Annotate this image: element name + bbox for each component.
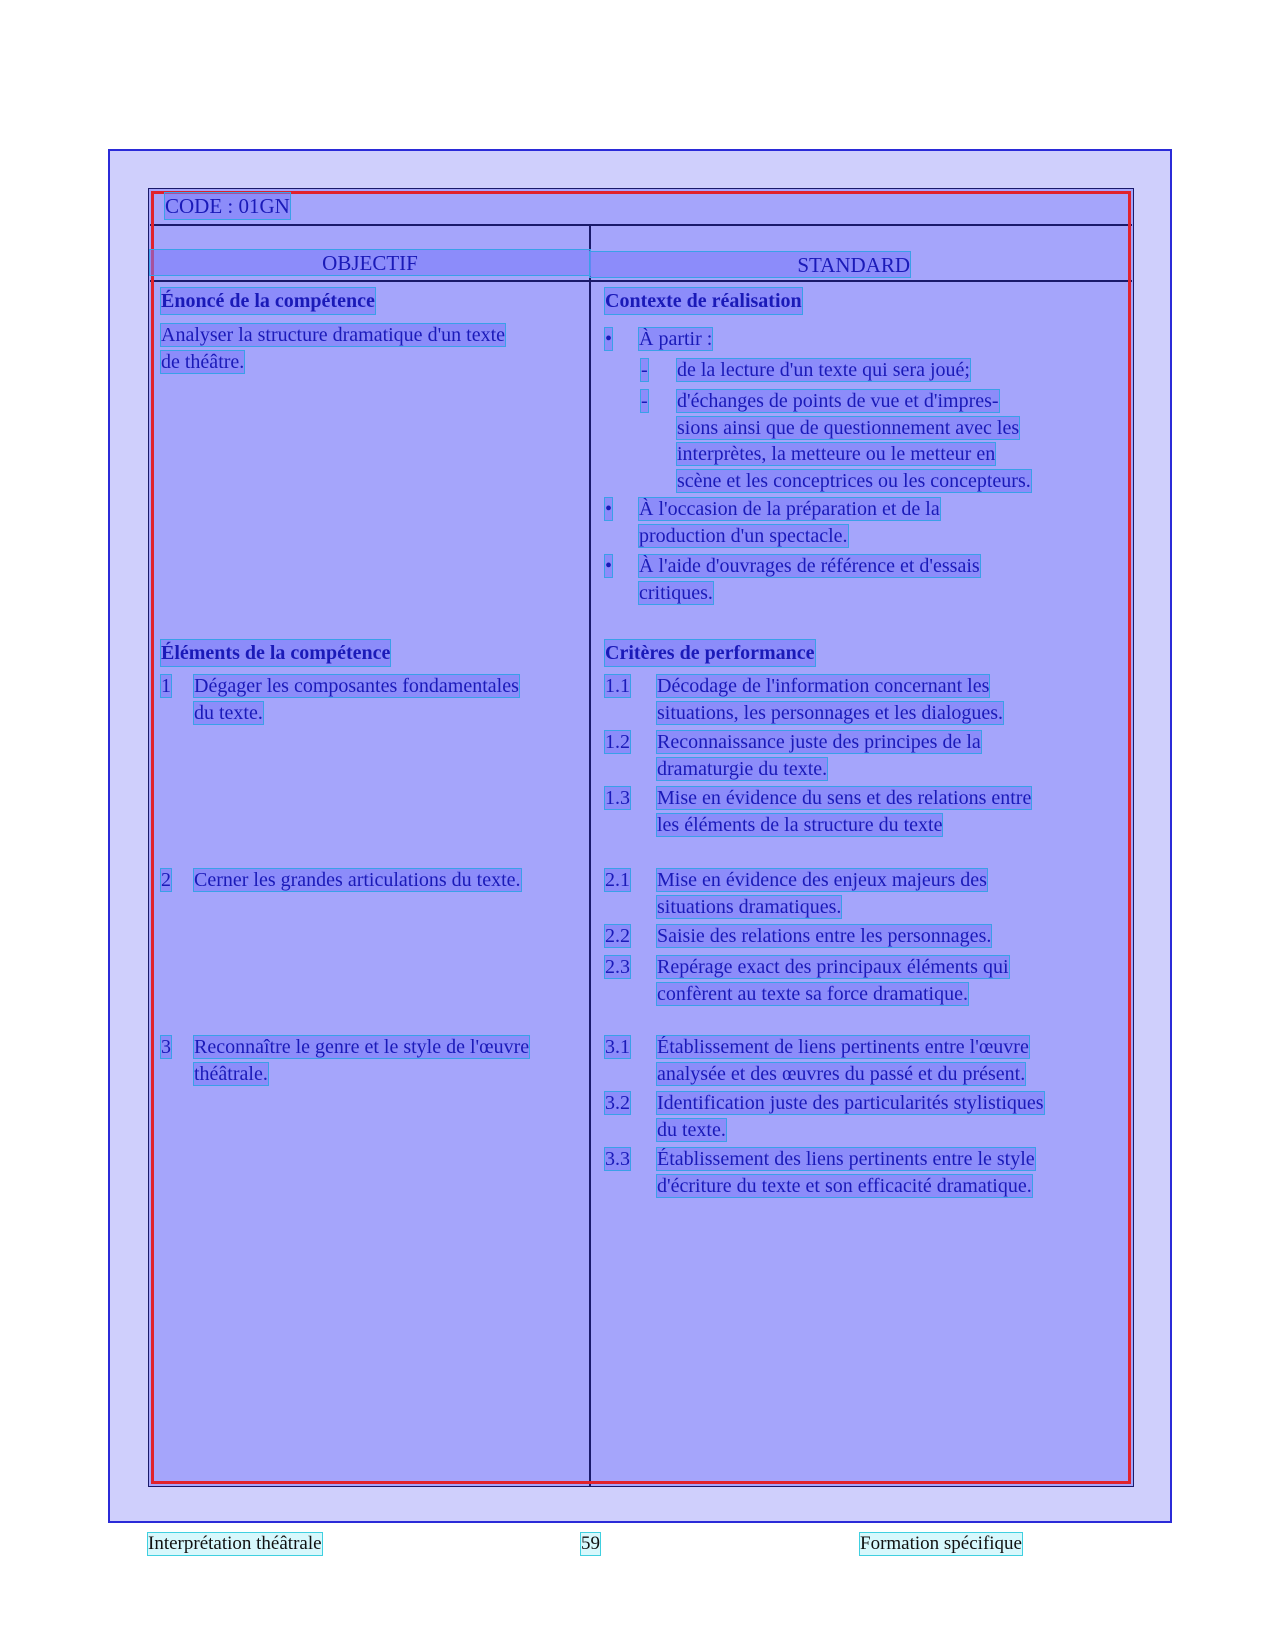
enonce-line-1: Analyser la structure dramatique d'un texte — [161, 324, 506, 346]
bullet-3-line-1: À l'aide d'ouvrages de référence et d'essais — [639, 555, 980, 577]
critere-1-2-number: 1.2 — [605, 731, 630, 753]
critere-1-3-line-2: les éléments de la structure du texte — [657, 813, 943, 836]
bullet-1 — [639, 326, 712, 353]
element-1-number: 1 — [161, 675, 171, 697]
critere-3-1-line-2: analysée et des œuvres du passé et du présent. — [657, 1062, 1026, 1085]
header-divider — [150, 280, 1132, 282]
column-divider — [589, 224, 591, 1486]
footer-left: Interprétation théâtrale — [148, 1533, 322, 1554]
critere-3-2-number: 3.2 — [605, 1092, 630, 1114]
element-1 — [194, 673, 519, 726]
critere-3-3 — [657, 1146, 1035, 1199]
dash-2-line-1: d'échanges de points de vue et d'impres- — [677, 390, 999, 412]
dash-1-text: de la lecture d'un texte qui sera joué; — [677, 359, 970, 381]
header-standard — [590, 252, 910, 277]
critere-2-1-line-2: situations dramatiques. — [657, 895, 842, 918]
header-standard-label: STANDARD — [797, 253, 910, 277]
critere-3-3-line-1: Établissement des liens pertinents entre le style — [657, 1148, 1035, 1170]
enonce-text — [161, 322, 505, 375]
critere-3-3-line-2: d'écriture du texte et son efficacité dramatique. — [657, 1174, 1032, 1197]
critere-1-3-line-1: Mise en évidence du sens et des relations entre — [657, 787, 1032, 809]
critere-3-3-number: 3.3 — [605, 1148, 630, 1170]
bullet-2 — [639, 496, 940, 549]
header-objectif — [150, 250, 590, 275]
bullet-3-glyph: • — [605, 555, 613, 577]
critere-2-3-line-2: confèrent au texte sa force dramatique. — [657, 982, 968, 1005]
critere-2-3 — [657, 954, 1009, 1007]
bullet-3-line-2: critiques. — [639, 581, 713, 604]
critere-3-2-line-1: Identification juste des particularités stylistiques — [657, 1092, 1044, 1114]
critere-2-2-number: 2.2 — [605, 925, 630, 947]
element-3-number: 3 — [161, 1036, 171, 1058]
footer-page-number: 59 — [581, 1533, 600, 1554]
critere-3-2 — [657, 1090, 1044, 1143]
contexte-title: Contexte de réalisation — [605, 290, 802, 312]
dash-2 — [677, 388, 1031, 494]
bullet-2-line-1: À l'occasion de la préparation et de la — [639, 498, 940, 520]
elements-title: Éléments de la compétence — [161, 642, 391, 664]
element-3-line-2: théâtrale. — [194, 1062, 268, 1085]
element-1-line-2: du texte. — [194, 701, 263, 724]
header-objectif-label: OBJECTIF — [322, 251, 418, 275]
critere-2-3-number: 2.3 — [605, 956, 630, 978]
critere-3-1-number: 3.1 — [605, 1036, 630, 1058]
critere-1-3 — [657, 785, 1031, 838]
element-2-number: 2 — [161, 869, 171, 891]
critere-3-1 — [657, 1034, 1029, 1087]
element-3-line-1: Reconnaître le genre et le style de l'œuvre — [194, 1036, 530, 1058]
bullet-2-glyph: • — [605, 498, 613, 520]
critere-3-1-line-1: Établissement de liens pertinents entre l'œuvre — [657, 1036, 1029, 1058]
critere-3-2-line-2: du texte. — [657, 1118, 726, 1141]
bullet-2-line-2: production d'un spectacle. — [639, 524, 848, 547]
bullet-1-text: À partir : — [639, 328, 713, 350]
dash-1 — [677, 357, 970, 384]
dash-2-line-2: sions ainsi que de questionnement avec les — [677, 416, 1020, 439]
critere-1-2-line-1: Reconnaissance juste des principes de la — [657, 731, 981, 753]
criteres-title: Critères de performance — [605, 642, 815, 664]
critere-2-1-line-1: Mise en évidence des enjeux majeurs des — [657, 869, 987, 891]
element-1-line-1: Dégager les composantes fondamentales — [194, 675, 519, 697]
element-3 — [194, 1034, 529, 1087]
dash-2-glyph: - — [641, 390, 648, 412]
dash-2-line-4: scène et les conceptrices ou les concepteurs. — [677, 469, 1031, 492]
element-2 — [194, 867, 521, 894]
critere-1-2-line-2: dramaturgie du texte. — [657, 757, 828, 780]
bullet-1-glyph: • — [605, 328, 613, 350]
critere-2-2-line-1: Saisie des relations entre les personnages. — [657, 925, 992, 947]
critere-1-1 — [657, 673, 1003, 726]
critere-1-1-line-1: Décodage de l'information concernant les — [657, 675, 990, 697]
critere-1-3-number: 1.3 — [605, 787, 630, 809]
code-divider — [150, 224, 1132, 226]
critere-1-1-number: 1.1 — [605, 675, 630, 697]
critere-1-2 — [657, 729, 981, 782]
footer-right: Formation spécifique — [860, 1533, 1022, 1554]
critere-2-2 — [657, 923, 991, 950]
critere-1-1-line-2: situations, les personnages et les dialogues. — [657, 701, 1004, 724]
enonce-title: Énoncé de la compétence — [161, 290, 375, 312]
enonce-line-2: de théâtre. — [161, 350, 245, 373]
code-label: CODE : 01GN — [165, 194, 290, 218]
critere-2-3-line-1: Repérage exact des principaux éléments qui — [657, 956, 1009, 978]
element-2-line-1: Cerner les grandes articulations du texte. — [194, 869, 521, 891]
critere-2-1 — [657, 867, 987, 920]
dash-2-line-3: interprètes, la metteure ou le metteur en — [677, 443, 996, 465]
bullet-3 — [639, 553, 980, 606]
dash-1-glyph: - — [641, 359, 648, 381]
critere-2-1-number: 2.1 — [605, 869, 630, 891]
